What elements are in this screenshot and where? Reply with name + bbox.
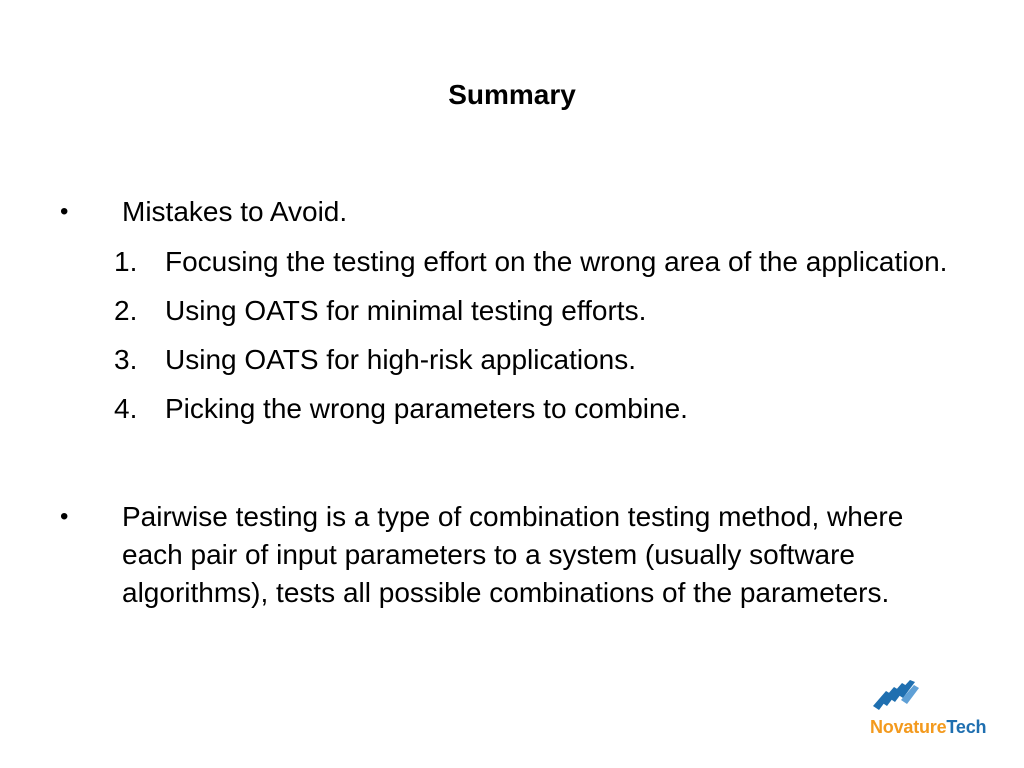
list-item-text: Using OATS for high-risk applications. (165, 344, 636, 375)
list-item (108, 243, 948, 281)
list-item-text: Picking the wrong parameters to combine. (165, 393, 688, 424)
logo-text-tech: Tech (946, 717, 987, 737)
list-item (108, 390, 948, 428)
list-item-text: Using OATS for minimal testing efforts. (165, 295, 647, 326)
list-item-number: 3. (114, 344, 138, 375)
list-item-text: Focusing the testing effort on the wrong area of the application. (165, 246, 948, 277)
slide-title: Summary (448, 79, 576, 110)
logo-text-novature: Novature (870, 717, 947, 737)
bullet-text: Mistakes to Avoid. (122, 196, 348, 227)
novaturetech-logo-icon (871, 680, 921, 714)
bullet-pairwise (55, 498, 955, 612)
list-item-number: 4. (114, 393, 138, 424)
bullet-mistakes (55, 193, 955, 231)
bullet-marker: • (60, 503, 69, 530)
bullet-marker: • (60, 198, 69, 225)
logo-wordmark (870, 717, 986, 738)
company-logo (866, 680, 1006, 740)
list-item-number: 2. (114, 295, 138, 326)
mistakes-list (108, 243, 948, 439)
bullet-text: Pairwise testing is a type of combination testing method, where each pair of input parameters to a system (usually software algorithms), tests all possible combinations of the parameters. (122, 501, 904, 608)
list-item-number: 1. (114, 246, 138, 277)
list-item (108, 292, 948, 330)
list-item (108, 341, 948, 379)
